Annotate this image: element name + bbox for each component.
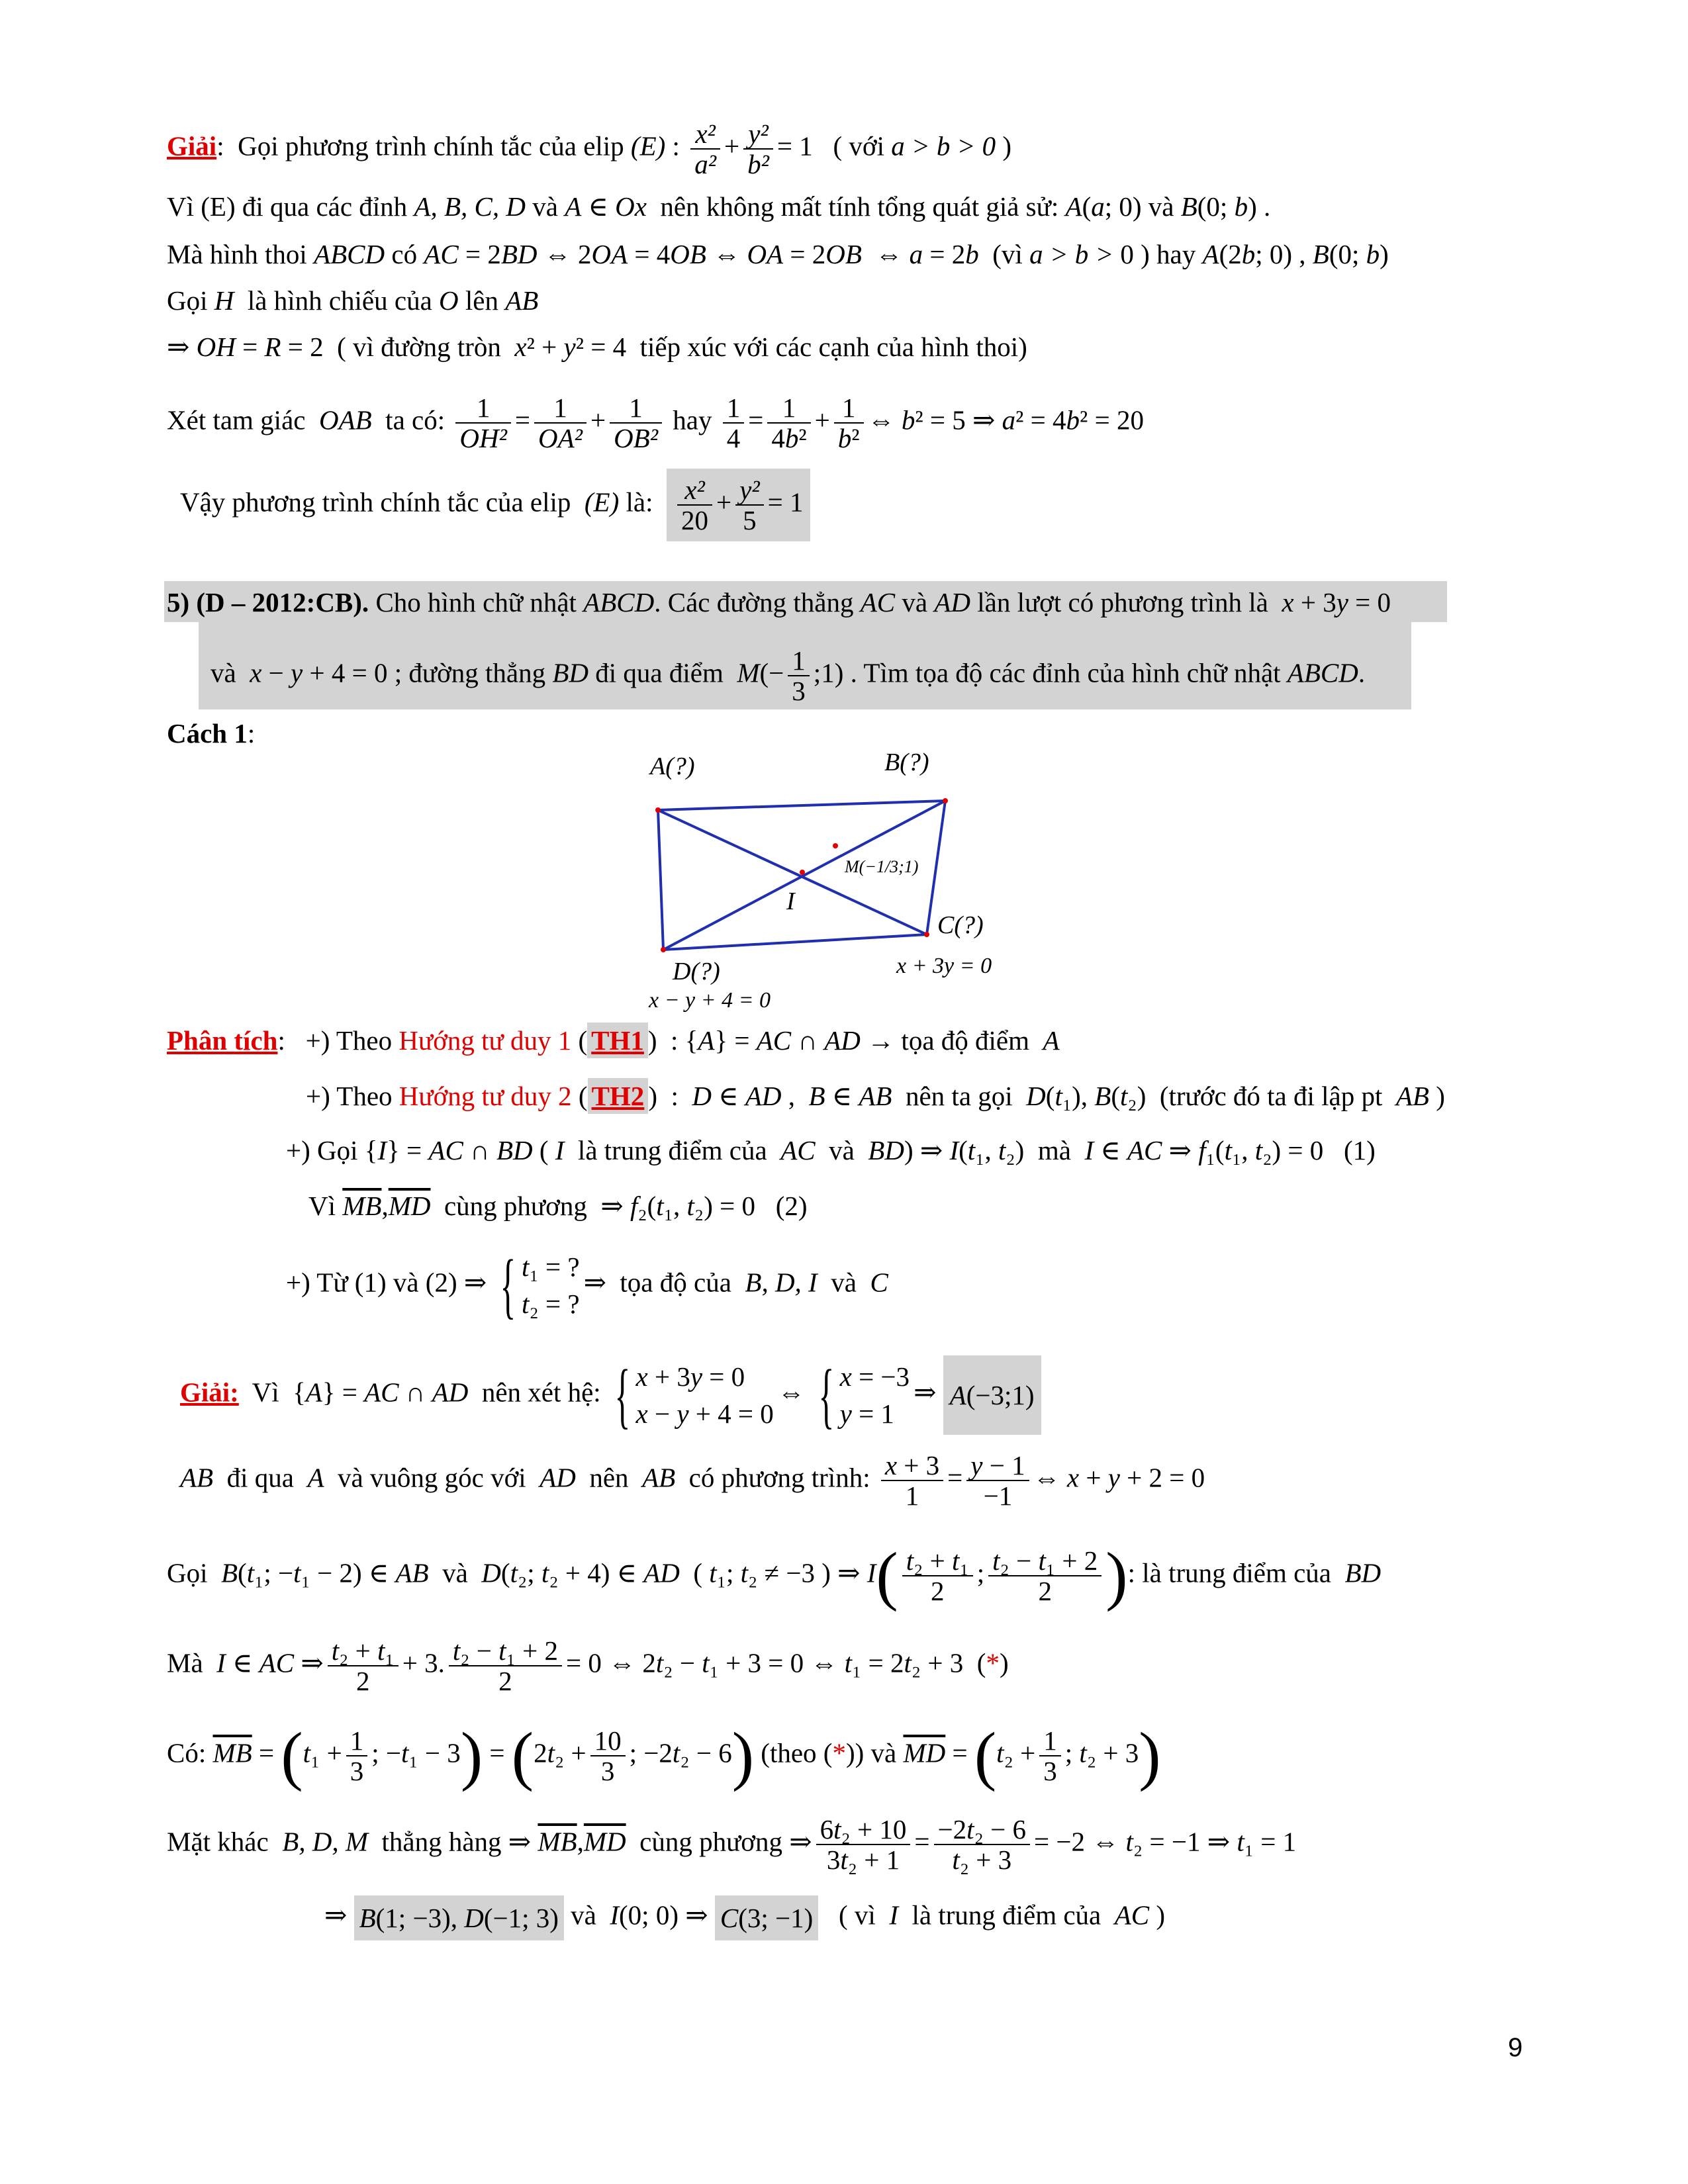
analysis-line-2: +) Theo Hướng tư duy 2 ( TH2 ) : D ∈ AD , B ∈ AB nên ta gọi D(t₁), B(t₂) (trước đó ta đi lập pt AB ) (306, 1079, 1445, 1113)
method-heading: Cách 1: (167, 718, 256, 749)
solution2-line-4: Mà I ∈ AC ⇒ $\frac{\text{t₂ + t₁}}{2}$ + 3. $\frac{\text{t₂ − t₁ + 2}}{2}$ = 0 ⇔ 2t₂ − t₁ + 3 = 0 ⇔ t₁ = 2t₂ + 3 (*) (167, 1635, 1009, 1696)
point-B (943, 798, 948, 803)
edge-CD (663, 934, 927, 950)
solution2-label: Giải: (180, 1377, 239, 1408)
label-B: B(?) (884, 749, 929, 776)
page-number: 9 (1508, 2033, 1523, 2062)
solution-line-3: Mà hình thoi ABCD có AC = 2BD ⇔ 2OA = 4OB ⇔ OA = 2OB ⇔ a = 2b (vì a > b > 0 ) hay A(2b; 0) , B(0; b) (167, 239, 1389, 269)
label-line-AD: x − y + 4 = 0 (649, 988, 771, 1013)
solution-line-7: Vậy phương trình chính tắc của elip (E) là: $\frac{\text{x²}}{20}$ + $\frac{\text{y²}}{5}$ = 1 (180, 469, 810, 541)
point-D (661, 947, 666, 952)
ellipse-result-box: $\frac{\text{x²}}{20}$ + $\frac{\text{y²}}{5}$ = 1 (667, 469, 810, 541)
label-D: D(?) (673, 958, 720, 985)
solution2-line-5: Có: $\overline{MB} = (t_1$ + $\frac{1}{3}$ ; −t₁ − 3) = (2t₂ + $\frac{10}{3}$ ; −2t₂ − 6) (theo (*)) và $\overline{MD} = (t_2$ + $\frac{1}{3}$ ; t₂ + 3) (167, 1719, 1161, 1792)
point-M (833, 843, 838, 848)
rectangle-figure (635, 748, 1046, 1013)
problem-line-2: và x − y + 4 = 0 ; đường thẳng BD đi qua điểm M(− $\frac{1}{3}$ ;1) . Tìm tọa độ các đỉnh của hình chữ nhật ABCD. (211, 645, 1366, 706)
analysis-line-1: Phân tích: +) Theo Hướng tư duy 1 ( TH1 ) : {A} = AC ∩ AD → tọa độ điểm A (167, 1023, 1060, 1058)
edge-AB (658, 801, 945, 810)
solution-line-4: Gọi H là hình chiếu của O lên AB (167, 285, 539, 316)
point-I (800, 870, 805, 875)
analysis-line-5: +) Từ (1) và (2) ⇒ { t₁ = ? t₂ = ? ⇒ tọa độ của B, D, I và C (286, 1245, 888, 1326)
label-line-AC: x + 3y = 0 (896, 954, 992, 978)
solution-line-5: ⇒ OH = R = 2 ( vì đường tròn x² + y² = 4 tiếp xúc với các cạnh của hình thoi) (167, 332, 1027, 362)
solution2-line-6: Mặt khác B, D, M thẳng hàng ⇒ $\overline{MB},\overline{MD}$ cùng phương ⇒ $\frac{\text{6t₂ + 10}}{\text{3t₂ + 1}}$ = $\frac{\text{−2t₂ − 6}}{\text{t₂ + 3}}$ = −2 ⇔ t₂ = −1 ⇒ t₁ = 1 (167, 1814, 1297, 1875)
problem-line-1: 5) (D – 2012:CB). Cho hình chữ nhật ABCD. Các đường thẳng AC và AD lần lượt có phương trình là x + 3y = 0 (167, 587, 1391, 617)
solution2-line-3: Gọi B(t₁; −t₁ − 2) ∈ AB và D(t₂; t₂ + 4) ∈ AD ( t₁; t₂ ≠ −3 ) ⇒ I( $\frac{\text{t₂ + t₁}}{2}$ ; $\frac{\text{t₂ − t₁ + 2}}{2}$ ): là trung điểm của BD (167, 1539, 1382, 1612)
analysis-line-4: Vì $\overline{MB},\overline{MD}$ cùng phương ⇒ f₂(t₁, t₂) = 0 (2) (308, 1191, 808, 1221)
solution-label: Giải (167, 130, 217, 161)
analysis-line-3: +) Gọi {I} = AC ∩ BD ( I là trung điểm của AC và BD) ⇒ I(t₁, t₂) mà I ∈ AC ⇒ f₁(t₁, t₂) = 0 (1) (286, 1135, 1376, 1165)
label-I: I (786, 887, 795, 915)
solution2-line-2: AB đi qua A và vuông góc với AD nên AB có phương trình: $\frac{x + 3}{1}$ = $\frac{y - 1}{-1}$ ⇔ x + y + 2 = 0 (180, 1450, 1205, 1511)
label-C: C(?) (937, 911, 984, 939)
solution-line-6: Xét tam giác OAB ta có: $\frac{1}{\text{OH²}}$ = $\frac{1}{\text{OA²}}$ + $\frac{1}{\text{OB²}}$ hay $\frac{1}{4}$ = $\frac{1}{\text{4b²}}$ + $\frac{1}{\text{b²}}$ ⇔ b² = 5 ⇒ a² = 4b² = 20 (167, 392, 1144, 453)
edge-DA (658, 810, 663, 950)
label-M: M(−1/3;1) (845, 857, 919, 876)
solution-line-1: Giải: Gọi phương trình chính tắc của elip (E) : $\frac{\text{x²}}{\text{a²}}$ + $\frac{\text{y²}}{\text{b²}}$ = 1 ( với a > b > 0 ) (167, 118, 1012, 179)
analysis-label: Phân tích (167, 1025, 278, 1056)
solution2-line-1: Giải: Vì {A} = AC ∩ AD nên xét hệ: { x + 3y = 0 x − y + 4 = 0 ⇔ { x = −3 y = 1 ⇒ A(−3;1) (180, 1355, 1041, 1435)
solution2-line-7: ⇒ B(1; −3), D(−1; 3) và I(0; 0) ⇒ C(3; −1) ( vì I là trung điểm của AC ) (324, 1895, 1165, 1940)
label-A: A(?) (650, 752, 695, 780)
point-C (924, 932, 929, 937)
solution-line-2: Vì (E) đi qua các đỉnh A, B, C, D và A ∈ Ox nên không mất tính tổng quát giả sử: A(a; 0) và B(0; b) . (167, 191, 1271, 222)
point-A (655, 807, 661, 813)
